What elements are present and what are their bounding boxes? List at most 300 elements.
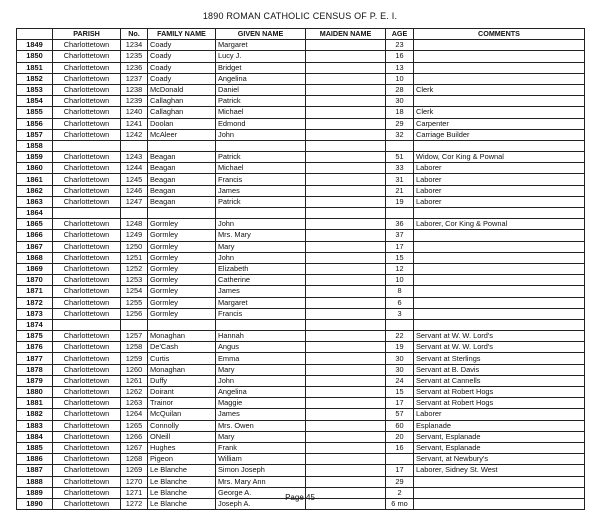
- parish-cell: Charlottetown: [53, 476, 121, 487]
- comments-cell: Clerk: [414, 84, 585, 95]
- table-row: [17, 431, 585, 442]
- parish-cell: Charlottetown: [53, 442, 121, 453]
- parish-cell: Charlottetown: [53, 431, 121, 442]
- line-number-cell: 1876: [17, 342, 53, 353]
- number-cell: 1251: [121, 252, 148, 263]
- table-row: [17, 230, 585, 241]
- comments-cell: [414, 263, 585, 274]
- table-row: [17, 286, 585, 297]
- comments-cell: [414, 73, 585, 84]
- comments-cell: [414, 319, 585, 330]
- given-name-cell: Michael: [216, 107, 306, 118]
- maiden-name-cell: [306, 241, 386, 252]
- age-cell: 30: [386, 353, 414, 364]
- comments-cell: Servant at Robert Hogs: [414, 398, 585, 409]
- family-name-cell: Doirant: [148, 387, 216, 398]
- comments-cell: Laborer, Sidney St. West: [414, 465, 585, 476]
- table-row: [17, 375, 585, 386]
- age-cell: 12: [386, 263, 414, 274]
- given-name-cell: [216, 140, 306, 151]
- table-row: [17, 196, 585, 207]
- table-row: [17, 454, 585, 465]
- column-header-comments: COMMENTS: [414, 29, 585, 40]
- line-number-cell: 1857: [17, 129, 53, 140]
- family-name-cell: [148, 208, 216, 219]
- parish-cell: Charlottetown: [53, 375, 121, 386]
- number-cell: 1252: [121, 263, 148, 274]
- family-name-cell: Monaghan: [148, 331, 216, 342]
- line-number-cell: 1878: [17, 364, 53, 375]
- given-name-cell: Patrick: [216, 152, 306, 163]
- table-row: [17, 364, 585, 375]
- comments-cell: [414, 51, 585, 62]
- maiden-name-cell: [306, 308, 386, 319]
- maiden-name-cell: [306, 163, 386, 174]
- parish-cell: Charlottetown: [53, 219, 121, 230]
- maiden-name-cell: [306, 442, 386, 453]
- comments-cell: [414, 297, 585, 308]
- parish-cell: Charlottetown: [53, 297, 121, 308]
- line-number-cell: 1849: [17, 40, 53, 51]
- parish-cell: Charlottetown: [53, 230, 121, 241]
- family-name-cell: Gormley: [148, 263, 216, 274]
- number-cell: 1256: [121, 308, 148, 319]
- given-name-cell: Edmond: [216, 118, 306, 129]
- comments-cell: Servant at B. Davis: [414, 364, 585, 375]
- line-number-cell: 1873: [17, 308, 53, 319]
- maiden-name-cell: [306, 353, 386, 364]
- line-number-cell: 1862: [17, 185, 53, 196]
- age-cell: 10: [386, 73, 414, 84]
- line-number-cell: 1853: [17, 84, 53, 95]
- comments-cell: Servant at Robert Hogs: [414, 387, 585, 398]
- line-number-cell: 1860: [17, 163, 53, 174]
- parish-cell: Charlottetown: [53, 263, 121, 274]
- comments-cell: [414, 96, 585, 107]
- number-cell: 1247: [121, 196, 148, 207]
- number-cell: 1246: [121, 185, 148, 196]
- number-cell: 1239: [121, 96, 148, 107]
- comments-cell: Servant, Esplanade: [414, 442, 585, 453]
- parish-cell: Charlottetown: [53, 152, 121, 163]
- table-row: [17, 353, 585, 364]
- given-name-cell: Mrs. Mary: [216, 230, 306, 241]
- maiden-name-cell: [306, 230, 386, 241]
- comments-cell: Servant, Esplanade: [414, 431, 585, 442]
- parish-cell: Charlottetown: [53, 465, 121, 476]
- age-cell: 3: [386, 308, 414, 319]
- number-cell: 1265: [121, 420, 148, 431]
- line-number-cell: 1882: [17, 409, 53, 420]
- maiden-name-cell: [306, 140, 386, 151]
- line-number-cell: 1865: [17, 219, 53, 230]
- age-cell: 15: [386, 252, 414, 263]
- header-row: [17, 29, 585, 40]
- maiden-name-cell: [306, 431, 386, 442]
- given-name-cell: Patrick: [216, 96, 306, 107]
- age-cell: 30: [386, 364, 414, 375]
- line-number-cell: 1866: [17, 230, 53, 241]
- given-name-cell: Maggie: [216, 398, 306, 409]
- line-number-cell: 1864: [17, 208, 53, 219]
- page-number: Page 45: [285, 493, 315, 502]
- comments-cell: Laborer: [414, 409, 585, 420]
- family-name-cell: Hughes: [148, 442, 216, 453]
- age-cell: 16: [386, 442, 414, 453]
- family-name-cell: Beagan: [148, 152, 216, 163]
- given-name-cell: William: [216, 454, 306, 465]
- parish-cell: Charlottetown: [53, 241, 121, 252]
- comments-cell: [414, 208, 585, 219]
- maiden-name-cell: [306, 364, 386, 375]
- age-cell: 13: [386, 62, 414, 73]
- line-number-cell: 1886: [17, 454, 53, 465]
- maiden-name-cell: [306, 297, 386, 308]
- parish-cell: Charlottetown: [53, 73, 121, 84]
- number-cell: 1242: [121, 129, 148, 140]
- table-row: [17, 476, 585, 487]
- number-cell: 1255: [121, 297, 148, 308]
- line-number-cell: 1867: [17, 241, 53, 252]
- family-name-cell: Callaghan: [148, 107, 216, 118]
- number-cell: 1264: [121, 409, 148, 420]
- family-name-cell: Gormley: [148, 308, 216, 319]
- table-row: [17, 263, 585, 274]
- table-row: [17, 275, 585, 286]
- number-cell: 1245: [121, 174, 148, 185]
- age-cell: 15: [386, 387, 414, 398]
- maiden-name-cell: [306, 208, 386, 219]
- given-name-cell: Lucy J.: [216, 51, 306, 62]
- given-name-cell: Michael: [216, 163, 306, 174]
- given-name-cell: Emma: [216, 353, 306, 364]
- table-row: [17, 219, 585, 230]
- parish-cell: Charlottetown: [53, 163, 121, 174]
- number-cell: 1244: [121, 163, 148, 174]
- table-row: [17, 62, 585, 73]
- age-cell: 24: [386, 375, 414, 386]
- parish-cell: Charlottetown: [53, 420, 121, 431]
- family-name-cell: Curtis: [148, 353, 216, 364]
- maiden-name-cell: [306, 96, 386, 107]
- family-name-cell: Duffy: [148, 375, 216, 386]
- comments-cell: [414, 140, 585, 151]
- maiden-name-cell: [306, 387, 386, 398]
- line-number-cell: 1884: [17, 431, 53, 442]
- parish-cell: [53, 140, 121, 151]
- family-name-cell: Coady: [148, 62, 216, 73]
- line-number-cell: 1881: [17, 398, 53, 409]
- given-name-cell: Angus: [216, 342, 306, 353]
- line-number-cell: 1852: [17, 73, 53, 84]
- given-name-cell: Mrs. Owen: [216, 420, 306, 431]
- age-cell: 16: [386, 51, 414, 62]
- maiden-name-cell: [306, 219, 386, 230]
- age-cell: 19: [386, 342, 414, 353]
- age-cell: 29: [386, 476, 414, 487]
- maiden-name-cell: [306, 342, 386, 353]
- given-name-cell: Angelina: [216, 73, 306, 84]
- family-name-cell: [148, 140, 216, 151]
- parish-cell: Charlottetown: [53, 398, 121, 409]
- number-cell: 1267: [121, 442, 148, 453]
- family-name-cell: Connolly: [148, 420, 216, 431]
- age-cell: 57: [386, 409, 414, 420]
- number-cell: 1243: [121, 152, 148, 163]
- line-number-cell: 1889: [17, 487, 53, 498]
- line-number-cell: 1883: [17, 420, 53, 431]
- given-name-cell: John: [216, 252, 306, 263]
- document-title: 1890 ROMAN CATHOLIC CENSUS OF P. E. I.: [202, 11, 398, 21]
- parish-cell: Charlottetown: [53, 96, 121, 107]
- family-name-cell: [148, 319, 216, 330]
- age-cell: 17: [386, 465, 414, 476]
- maiden-name-cell: [306, 196, 386, 207]
- age-cell: 21: [386, 185, 414, 196]
- comments-cell: [414, 308, 585, 319]
- given-name-cell: Bridget: [216, 62, 306, 73]
- given-name-cell: Francis: [216, 308, 306, 319]
- age-cell: [386, 454, 414, 465]
- maiden-name-cell: [306, 62, 386, 73]
- parish-cell: [53, 208, 121, 219]
- family-name-cell: Gormley: [148, 241, 216, 252]
- age-cell: 20: [386, 431, 414, 442]
- given-name-cell: [216, 208, 306, 219]
- family-name-cell: Coady: [148, 51, 216, 62]
- age-cell: 32: [386, 129, 414, 140]
- given-name-cell: Mary: [216, 241, 306, 252]
- given-name-cell: George A.: [216, 487, 306, 498]
- age-cell: 6: [386, 297, 414, 308]
- given-name-cell: James: [216, 286, 306, 297]
- age-cell: 6 mo: [386, 498, 414, 509]
- maiden-name-cell: [306, 84, 386, 95]
- table-row: [17, 208, 585, 219]
- comments-cell: Esplanade: [414, 420, 585, 431]
- line-number-cell: 1855: [17, 107, 53, 118]
- parish-cell: Charlottetown: [53, 487, 121, 498]
- family-name-cell: Beagan: [148, 196, 216, 207]
- parish-cell: Charlottetown: [53, 118, 121, 129]
- table-row: [17, 420, 585, 431]
- maiden-name-cell: [306, 51, 386, 62]
- line-number-cell: 1890: [17, 498, 53, 509]
- family-name-cell: Pigeon: [148, 454, 216, 465]
- line-number-cell: 1874: [17, 319, 53, 330]
- given-name-cell: John: [216, 129, 306, 140]
- table-row: [17, 40, 585, 51]
- maiden-name-cell: [306, 375, 386, 386]
- table-row: [17, 174, 585, 185]
- number-cell: 1234: [121, 40, 148, 51]
- number-cell: 1237: [121, 73, 148, 84]
- age-cell: 23: [386, 40, 414, 51]
- maiden-name-cell: [306, 275, 386, 286]
- given-name-cell: Angelina: [216, 387, 306, 398]
- parish-cell: Charlottetown: [53, 252, 121, 263]
- maiden-name-cell: [306, 252, 386, 263]
- comments-cell: [414, 241, 585, 252]
- family-name-cell: Callaghan: [148, 96, 216, 107]
- line-number-cell: 1888: [17, 476, 53, 487]
- family-name-cell: Coady: [148, 40, 216, 51]
- number-cell: 1268: [121, 454, 148, 465]
- maiden-name-cell: [306, 174, 386, 185]
- line-number-cell: 1861: [17, 174, 53, 185]
- age-cell: 10: [386, 275, 414, 286]
- number-cell: 1254: [121, 286, 148, 297]
- age-cell: [386, 208, 414, 219]
- age-cell: 17: [386, 398, 414, 409]
- family-name-cell: Monaghan: [148, 364, 216, 375]
- maiden-name-cell: [306, 118, 386, 129]
- parish-cell: Charlottetown: [53, 51, 121, 62]
- comments-cell: Carriage Builder: [414, 129, 585, 140]
- given-name-cell: James: [216, 185, 306, 196]
- comments-cell: Servant, at Newbury's: [414, 454, 585, 465]
- number-cell: 1240: [121, 107, 148, 118]
- column-header-parish: PARISH: [53, 29, 121, 40]
- parish-cell: [53, 319, 121, 330]
- given-name-cell: John: [216, 219, 306, 230]
- maiden-name-cell: [306, 319, 386, 330]
- parish-cell: Charlottetown: [53, 454, 121, 465]
- parish-cell: Charlottetown: [53, 286, 121, 297]
- parish-cell: Charlottetown: [53, 40, 121, 51]
- number-cell: 1249: [121, 230, 148, 241]
- maiden-name-cell: [306, 409, 386, 420]
- given-name-cell: Joseph A.: [216, 498, 306, 509]
- number-cell: 1270: [121, 476, 148, 487]
- family-name-cell: Gormley: [148, 275, 216, 286]
- comments-cell: [414, 275, 585, 286]
- table-row: [17, 342, 585, 353]
- maiden-name-cell: [306, 129, 386, 140]
- number-cell: 1271: [121, 487, 148, 498]
- maiden-name-cell: [306, 40, 386, 51]
- census-table: [16, 28, 585, 510]
- column-header-age: AGE: [386, 29, 414, 40]
- maiden-name-cell: [306, 398, 386, 409]
- line-number-cell: 1868: [17, 252, 53, 263]
- comments-cell: Laborer, Cor King & Pownal: [414, 219, 585, 230]
- family-name-cell: Beagan: [148, 185, 216, 196]
- maiden-name-cell: [306, 331, 386, 342]
- comments-cell: Laborer: [414, 196, 585, 207]
- table-row: [17, 84, 585, 95]
- family-name-cell: McDonald: [148, 84, 216, 95]
- family-name-cell: Le Blanche: [148, 476, 216, 487]
- column-header-line: [17, 29, 53, 40]
- number-cell: 1253: [121, 275, 148, 286]
- family-name-cell: Gormley: [148, 230, 216, 241]
- maiden-name-cell: [306, 476, 386, 487]
- table-row: [17, 308, 585, 319]
- comments-cell: Servant at Cannells: [414, 375, 585, 386]
- maiden-name-cell: [306, 263, 386, 274]
- number-cell: 1262: [121, 387, 148, 398]
- comments-cell: Clerk: [414, 107, 585, 118]
- line-number-cell: 1877: [17, 353, 53, 364]
- comments-cell: [414, 62, 585, 73]
- age-cell: 60: [386, 420, 414, 431]
- number-cell: 1272: [121, 498, 148, 509]
- family-name-cell: Doolan: [148, 118, 216, 129]
- age-cell: 2: [386, 487, 414, 498]
- column-header-family-name: FAMILY NAME: [148, 29, 216, 40]
- comments-cell: Servant at Sterlings: [414, 353, 585, 364]
- parish-cell: Charlottetown: [53, 107, 121, 118]
- number-cell: 1257: [121, 331, 148, 342]
- family-name-cell: Le Blanche: [148, 487, 216, 498]
- maiden-name-cell: [306, 107, 386, 118]
- given-name-cell: Patrick: [216, 196, 306, 207]
- table-row: [17, 152, 585, 163]
- parish-cell: Charlottetown: [53, 353, 121, 364]
- maiden-name-cell: [306, 185, 386, 196]
- census-body: [17, 40, 585, 510]
- given-name-cell: Hannah: [216, 331, 306, 342]
- given-name-cell: Mary: [216, 364, 306, 375]
- line-number-cell: 1850: [17, 51, 53, 62]
- age-cell: 31: [386, 174, 414, 185]
- comments-cell: Laborer: [414, 174, 585, 185]
- table-row: [17, 252, 585, 263]
- table-row: [17, 387, 585, 398]
- table-row: [17, 185, 585, 196]
- line-number-cell: 1856: [17, 118, 53, 129]
- parish-cell: Charlottetown: [53, 84, 121, 95]
- line-number-cell: 1872: [17, 297, 53, 308]
- number-cell: 1241: [121, 118, 148, 129]
- family-name-cell: Gormley: [148, 297, 216, 308]
- number-cell: 1248: [121, 219, 148, 230]
- family-name-cell: Gormley: [148, 286, 216, 297]
- maiden-name-cell: [306, 73, 386, 84]
- line-number-cell: 1885: [17, 442, 53, 453]
- number-cell: [121, 208, 148, 219]
- parish-cell: Charlottetown: [53, 196, 121, 207]
- number-cell: 1258: [121, 342, 148, 353]
- comments-cell: Laborer: [414, 163, 585, 174]
- line-number-cell: 1887: [17, 465, 53, 476]
- age-cell: 17: [386, 241, 414, 252]
- age-cell: [386, 140, 414, 151]
- number-cell: 1259: [121, 353, 148, 364]
- comments-cell: [414, 230, 585, 241]
- table-row: [17, 118, 585, 129]
- parish-cell: Charlottetown: [53, 308, 121, 319]
- number-cell: 1260: [121, 364, 148, 375]
- line-number-cell: 1851: [17, 62, 53, 73]
- comments-cell: Carpenter: [414, 118, 585, 129]
- age-cell: 36: [386, 219, 414, 230]
- maiden-name-cell: [306, 152, 386, 163]
- given-name-cell: James: [216, 409, 306, 420]
- age-cell: 30: [386, 96, 414, 107]
- line-number-cell: 1863: [17, 196, 53, 207]
- given-name-cell: Catherine: [216, 275, 306, 286]
- family-name-cell: Beagan: [148, 163, 216, 174]
- comments-cell: Widow, Cor King & Pownal: [414, 152, 585, 163]
- line-number-cell: 1854: [17, 96, 53, 107]
- parish-cell: Charlottetown: [53, 129, 121, 140]
- number-cell: [121, 140, 148, 151]
- given-name-cell: Simon Joseph: [216, 465, 306, 476]
- comments-cell: Servant at W. W. Lord's: [414, 331, 585, 342]
- number-cell: 1238: [121, 84, 148, 95]
